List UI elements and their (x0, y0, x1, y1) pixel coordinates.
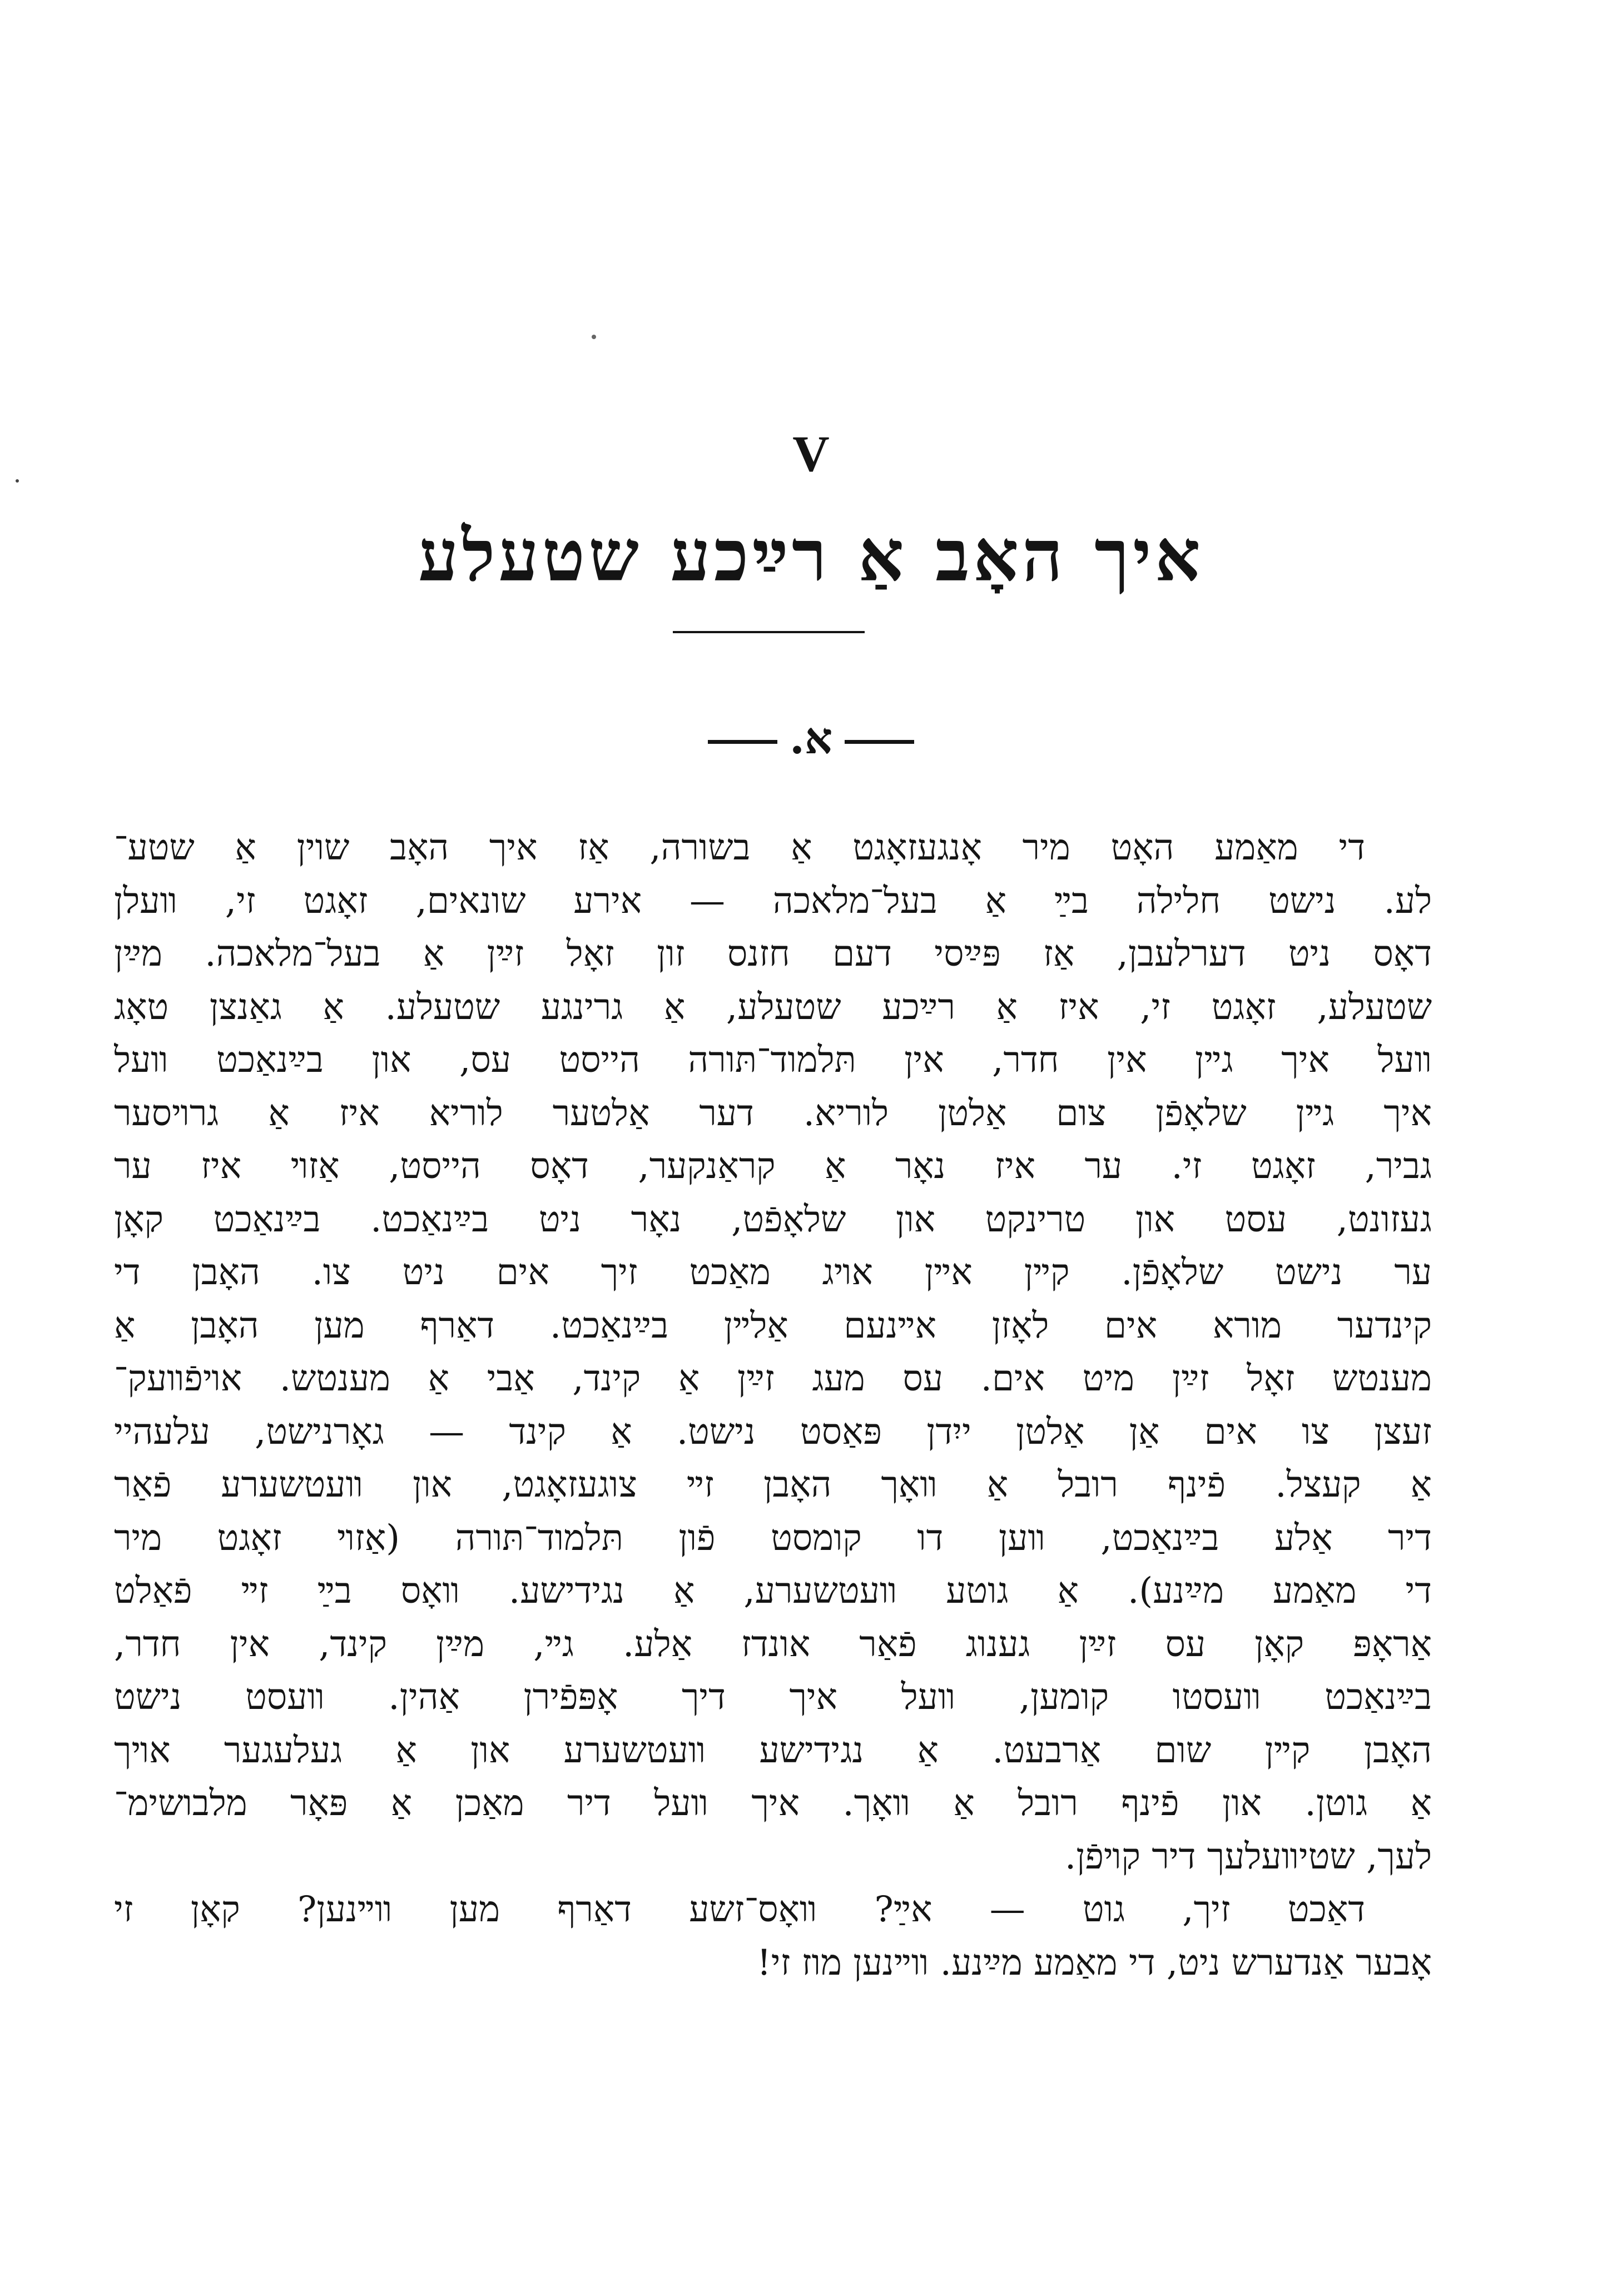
text-line: אַראָפּ קאָן עס זײַן גענוג פֿאַר אונדז אַלע. גײ, מײַן קינד, אין חדר, (114, 1623, 1432, 1665)
text-line: לע. נישט חלילה בײַ אַ בעל־מלאכה — אירע שונאים, זאָגט זי, װעלן (114, 880, 1432, 922)
text-line: שטעלע, זאָגט זי, איז אַ רײַכע שטעלע, אַ גרינגע שטעלע. אַ גאַנצן טאָג (114, 986, 1432, 1028)
text-line: די מאַמע מײַנע). אַ גוטע װעטשערע, אַ נגידישע. װאָס בײַ זײ פֿאַלט (114, 1571, 1432, 1612)
text-line: אָבער אַנדערש ניט, די מאַמע מײַנע. װײנען מוז זי! (757, 1942, 1432, 1984)
section-heading (0, 713, 1622, 764)
text-line: גביר, זאָגט זי. ער איז נאָר אַ קראַנקער, דאָס הייסט, אַזױ איז ער (114, 1146, 1432, 1187)
text-line: זעצן צו אים אַן אַלטן ייִדן פּאַסט נישט. אַ קינד — גאָרנישט, עלעהיי (114, 1411, 1432, 1453)
text-line: האָבן קײן שום אַרבעט. אַ נגידישע װעטשערע און אַ געלעגער אױך (114, 1730, 1432, 1771)
text-line: קינדער מורא אים לאָזן אײנעם אַלײן בײַנאַכט. דאַרף מען האָבן אַ (114, 1305, 1432, 1346)
text-line: בײַנאַכט װעסטו קומען, װעל איך דיך אָפּפֿירן אַהין. װעסט נישט (114, 1677, 1432, 1718)
text-line: דאָס ניט דערלעבן, אַז פּײַסי דעם חזנס זון זאָל זײַן אַ בעל־מלאכה. מײַן (114, 933, 1432, 975)
chapter-title: איך האָב אַ רײַכע שטעלע (418, 514, 1204, 598)
text-line: געזונט, עסט און טרינקט און שלאָפֿט, נאָר ניט בײַנאַכט. בײַנאַכט קאָן (114, 1199, 1432, 1240)
text-line: איך גײן שלאָפֿן צום אַלטן לוריא. דער אַלטער לוריא איז אַ גרױסער (114, 1092, 1432, 1134)
print-speck (16, 479, 19, 483)
section-dash-left (708, 740, 777, 744)
text-line: די מאַמע האָט מיר אָנגעזאָגט אַ בשורה, אַז איך האָב שוין אַ שטע־ (114, 827, 1366, 868)
section-letter: א. (789, 713, 833, 764)
text-line: לעך, שטיװעלעך דיר קױפֿן. (1064, 1836, 1432, 1877)
text-line: ער נישט שלאָפֿן. קײן אײן אױג מאַכט זיך אים ניט צו. האָבן די (114, 1252, 1432, 1293)
text-line: װעל איך גײן אין חדר, אין תּלמוד־תּורה הייסט עס, און בײַנאַכט װעל (114, 1040, 1432, 1081)
section-dash-right (845, 740, 914, 744)
chapter-number: V (792, 425, 830, 482)
print-speck (592, 335, 596, 339)
text-line: מענטש זאָל זײַן מיט אים. עס מעג זײַן אַ קינד, אַבי אַ מענטש. אױפֿװעק־ (114, 1358, 1432, 1399)
title-underline-rule (673, 631, 865, 633)
text-line: אַ גוטן. און פֿינף רובל אַ װאָך. איך װעל דיר מאַכן אַ פּאָר מלבושימ־ (114, 1783, 1432, 1824)
body-text (114, 822, 1432, 1990)
text-line: דיר אַלע בײַנאַכט, װען דו קומסט פֿון תּלמוד־תּורה (אַזױ זאָגט מיר (114, 1517, 1432, 1559)
text-line: אַ קעצל. פֿינף רובל אַ װאָך האָבן זײ צוגעזאָגט, און װעטשערע פֿאַר (114, 1464, 1432, 1505)
text-line: דאַכט זיך, גוט — אײַ? װאָס־זשע דאַרף מען װײנען? קאָן זי (114, 1889, 1365, 1930)
